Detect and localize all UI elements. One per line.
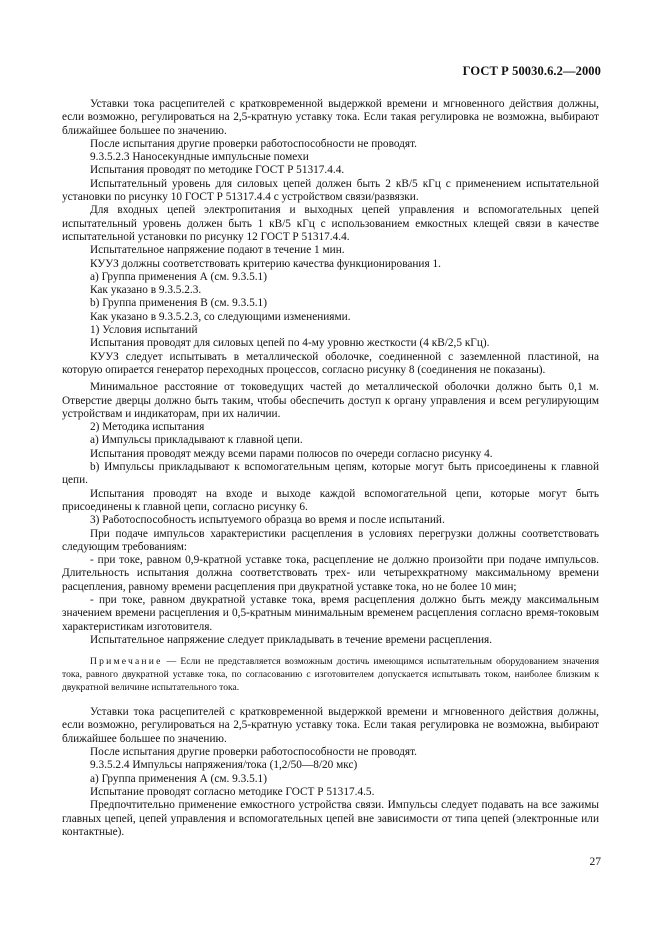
note-label: Примечание	[90, 656, 163, 668]
paragraph: Испытательный уровень для силовых цепей должен быть 2 кВ/5 кГц с применением испытательной установки по рисунку 10 ГОСТ Р 51317.4.4 с устройством связи/развязки.	[62, 177, 599, 204]
section-heading: 9.3.5.2.3 Наносекундные импульсные помехи	[90, 151, 309, 164]
paragraph: Испытания проводят для силовых цепей по 4-му уровню жесткости (4 кВ/2,5 кГц).	[90, 337, 490, 350]
list-item: а) Группа применения А (см. 9.3.5.1)	[90, 270, 267, 283]
paragraph: Предпочтительно применение емкостного устройства связи. Импульсы следует подавать на все зажимы главных цепей, цепей управления и вспомогательных цепей вне зависимости от типа цепей (электронные или контактные).	[62, 799, 599, 838]
paragraph: После испытания другие проверки работоспособности не проводят.	[90, 746, 418, 759]
paragraph: Как указано в 9.3.5.2.3.	[90, 284, 202, 297]
paragraph: Испытания проводят между всеми парами полюсов по очереди согласно рисунку 4.	[90, 447, 493, 460]
paragraph: Испытательное напряжение подают в течение 1 мин.	[90, 244, 345, 257]
note	[62, 655, 599, 694]
paragraph: Испытательное напряжение следует прикладывать в течение времени расцепления.	[90, 633, 493, 646]
paragraph: Для входных цепей электропитания и выходных цепей управления и вспомогательных цепей испытательный уровень должен быть 1 кВ/5 кГц с использованием емкостных клещей связи в качестве испытательной установки по рисунку 12 ГОСТ Р 51317.4.4.	[62, 204, 599, 243]
paragraph: КУУЗ следует испытывать в металлической оболочке, соединенной с заземленной пластиной, на которую опирается генератор переходных процессов, согласно рисунку 8 (соединения не показаны).	[62, 350, 599, 376]
standard-header: ГОСТ Р 50030.6.2—2000	[462, 64, 601, 78]
paragraph: Уставки тока расцепителей с кратковременной выдержкой времени и мгновенного действия должны, если возможно, регулироваться на 2,5-кратную уставку тока. Если такая регулировка не возможна, выбирают ближайшее большее по значению.	[62, 706, 599, 745]
list-item: b) Импульсы прикладывают к вспомогательным цепям, которые могут быть присоединены к главной цепи.	[62, 461, 599, 487]
document-body	[62, 98, 599, 839]
list-item: 3) Работоспособность испытуемого образца во время и после испытаний.	[90, 514, 445, 527]
list-item: 2) Методика испытания	[90, 421, 205, 434]
list-item: - при токе, равном 0,9-кратной уставке тока, расцепление не должно произойти при подаче импульсов. Длительность испытания должна соответствовать трех- или четырехкратному максимальному времени расцепления, равному времени расцепления при двукратной уставке тока, но не более 10 мин;	[62, 554, 599, 593]
section-heading: 9.3.5.2.4 Импульсы напряжения/тока (1,2/50—8/20 мкс)	[90, 759, 358, 772]
list-item: а) Группа применения А (см. 9.3.5.1)	[90, 772, 267, 785]
paragraph: Как указано в 9.3.5.2.3, со следующими изменениями.	[90, 310, 351, 323]
paragraph: Минимальное расстояние от токоведущих частей до металлической оболочки должно быть 0,1 м. Отверстие дверцы должно быть таким, чтобы обеспечить доступ к органу управления и всем регулирующим устройствам и индикаторам, при их наличии.	[62, 381, 599, 420]
list-item: а) Импульсы прикладывают к главной цепи.	[90, 434, 303, 447]
paragraph: При подаче импульсов характеристики расцепления в условиях перегрузки должны соответствовать следующим требованиям:	[62, 527, 599, 553]
paragraph: Испытание проводят согласно методике ГОСТ Р 51317.4.5.	[90, 785, 375, 798]
paragraph: Уставки тока расцепителей с кратковременной выдержкой времени и мгновенного действия должны, если возможно, регулироваться на 2,5-кратную уставку тока. Если такая регулировка не возможна, выбирают ближайшее большее по значению.	[62, 98, 599, 137]
list-item: b) Группа применения В (см. 9.3.5.1)	[90, 297, 267, 310]
paragraph: КУУЗ должны соответствовать критерию качества функционирования 1.	[90, 257, 441, 270]
paragraph: Испытания проводят на входе и выходе каждой вспомогательной цепи, которые могут быть присоединены к главной цепи, согласно рисунку 6.	[62, 487, 599, 513]
page-number: 27	[589, 856, 601, 868]
paragraph: После испытания другие проверки работоспособности не проводят.	[90, 137, 418, 150]
note-text: — Если не представляется возможным достичь имеющимся испытательным оборудованием значения тока, равного двукратной уставке тока, по согласованию с изготовителем допускается испытывать током, наиболее близким к двукратной величине испытательного тока.	[62, 656, 599, 694]
list-item: 1) Условия испытаний	[90, 324, 198, 337]
paragraph: Испытания проводят по методике ГОСТ Р 51317.4.4.	[90, 164, 345, 177]
list-item: - при токе, равном двукратной уставке тока, время расцепления должно быть между максимальным значением времени расцепления и 0,5-кратным минимальным временем расцепления согласно время-токовым характеристикам изготовителя.	[62, 593, 599, 633]
